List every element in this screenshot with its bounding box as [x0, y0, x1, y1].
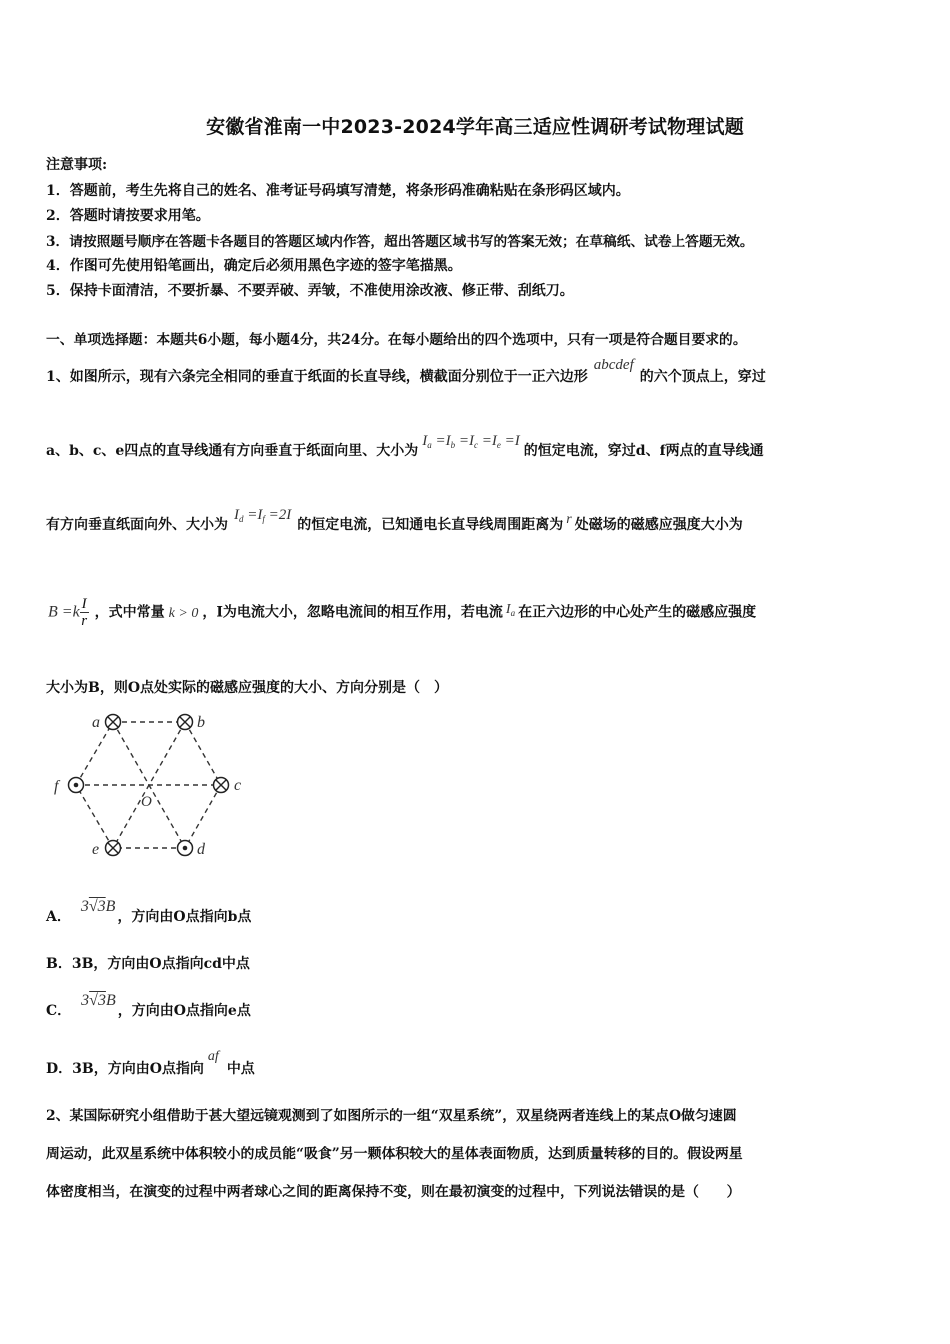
option-c-text: ，方向由O点指向e点 — [117, 1003, 251, 1019]
notice-item-1: 1．答题前，考生先将自己的姓名、准考证号码填写清楚，将条形码准确粘贴在条形码区域内。 — [46, 183, 630, 199]
option-a-letter: A． — [46, 909, 71, 925]
label-d: d — [197, 841, 205, 858]
q1-line-2 — [46, 433, 764, 460]
field-formula: B =k — [48, 603, 80, 621]
q1-text-1a: 1、如图所示，现有六条完全相同的垂直于纸面的长直导线，横截面分别位于一正六边形 — [46, 369, 588, 385]
current-equation-2: $I_d =I_f =2I$ — [234, 507, 292, 524]
q1-text-2b: 的恒定电流，穿过d、f两点的直导线通 — [523, 443, 764, 459]
q1-line-5: 大小为B，则O点处实际的磁感应强度的大小、方向分别是（ ） — [46, 680, 449, 696]
option-c[interactable] — [46, 992, 251, 1020]
option-a-text: ，方向由O点指向b点 — [117, 909, 252, 925]
section-heading: 一、单项选择题：本题共6小题，每小题4分，共24分。在每小题给出的四个选项中，只有一项是符合题目要求的。 — [46, 332, 747, 348]
wire-f-out-of-page-icon — [69, 778, 84, 793]
q1-line-1 — [46, 357, 766, 386]
option-d[interactable] — [46, 1049, 255, 1078]
label-c: c — [234, 777, 242, 794]
q1-text-3c: 处磁场的磁感应强度大小为 — [574, 517, 743, 533]
notice-item-4: 4．作图可先使用铅笔画出，确定后必须用黑色字迹的签字笔描黑。 — [46, 258, 462, 274]
option-b-text: ，方向由O点指向cd中点 — [93, 956, 250, 972]
notice-item-3: 3．请按照题号顺序在答题卡各题目的答题区域内作答，超出答题区域书写的答案无效；在草稿纸、试卷上答题无效。 — [46, 234, 754, 250]
option-a-value: 3√3B — [80, 898, 116, 915]
option-b[interactable] — [46, 953, 250, 973]
option-c-letter: C． — [46, 1003, 72, 1019]
q1-text-4b: ，I为电流大小，忽略电流间的相互作用，若电流 — [202, 604, 503, 621]
notice-item-5: 5．保持卡面清洁，不要折暴、不要弄破、弄皱，不准使用涂改液、修正带、刮纸刀。 — [46, 283, 574, 299]
q2-line-3: 体密度相当，在演变的过程中两者球心之间的距离保持不变，则在最初演变的过程中，下列说法错误的是（ ） — [46, 1184, 741, 1200]
q2-line-1: 2、某国际研究小组借助于甚大望远镜观测到了如图所示的一组“双星系统”，双星绕两者连线上的某点O做匀速圆 — [46, 1108, 737, 1124]
q1-line-4 — [48, 596, 756, 629]
notice-item-2: 2．答题时请按要求用笔。 — [46, 208, 210, 224]
q1-text-3b: 的恒定电流，已知通电长直导线周围距离为 — [297, 517, 564, 533]
wire-b-into-page-icon — [178, 715, 193, 730]
option-b-value: 3B — [71, 956, 94, 972]
current-ia: $I_a$ — [505, 601, 516, 618]
q1-text-4a: ，式中常量 — [94, 604, 165, 621]
page-title: 安徽省淮南一中2023-2024学年高三适应性调研考试物理试题 — [206, 116, 744, 138]
label-e: e — [92, 841, 100, 858]
notice-heading: 注意事项: — [46, 157, 108, 173]
option-d-math: af — [207, 1049, 219, 1064]
label-a: a — [92, 714, 100, 731]
q1-text-4c: 在正六边形的中心处产生的磁感应强度 — [518, 604, 757, 621]
option-c-value: 3√3B — [81, 992, 116, 1009]
q1-text-3a: 有方向垂直纸面向外、大小为 — [46, 517, 228, 533]
wire-e-into-page-icon — [106, 841, 121, 856]
wire-c-into-page-icon — [214, 778, 229, 793]
field-fraction: $\frac{I}{r}$ — [81, 596, 88, 629]
label-f: f — [54, 778, 59, 795]
option-d-letter: D． — [46, 1061, 73, 1077]
q1-text-2a: a、b、c、e四点的直导线通有方向垂直于纸面向里、大小为 — [46, 443, 419, 459]
q1-text-1b: 的六个顶点上，穿过 — [639, 369, 766, 385]
option-d-text: ，方向由O点指向 — [93, 1061, 204, 1077]
distance-symbol: r — [566, 512, 572, 527]
q1-line-3 — [46, 507, 743, 534]
k-condition: k > 0 — [168, 605, 199, 621]
wire-d-out-of-page-icon — [178, 841, 193, 856]
q2-line-2: 周运动，此双星系统中体积较小的成员能“吸食”另一颗体积较大的星体表面物质，达到质量转移的目的。假设两星 — [46, 1146, 743, 1162]
hexagon-label: abcdef — [593, 357, 634, 373]
label-o: O — [141, 794, 152, 810]
hexagon-diagram — [40, 705, 260, 865]
wire-a-into-page-icon — [106, 715, 121, 730]
current-equation-1: $I_a =I_b =I_c =I_e =I$ — [422, 433, 520, 450]
option-d-value: 3B — [72, 1061, 94, 1077]
option-b-letter: B． — [46, 956, 72, 972]
hexagon-lines — [76, 722, 221, 848]
option-a[interactable] — [46, 898, 252, 926]
label-b: b — [197, 714, 205, 731]
option-d-text-2: 中点 — [226, 1061, 255, 1077]
